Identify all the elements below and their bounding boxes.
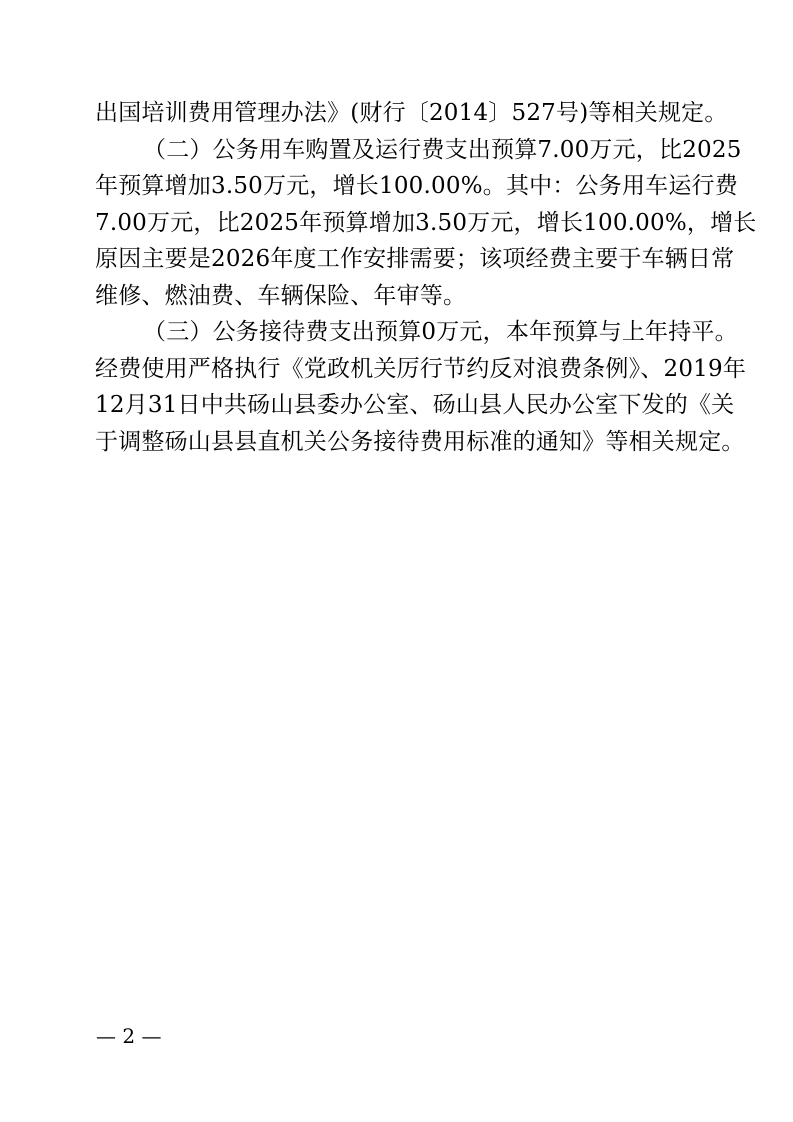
text-line: 年预算增加3.50万元，增长100.00%。其中：公务用车运行费 [95,173,738,199]
document-body [95,95,757,460]
text-line: 7.00万元，比2025年预算增加3.50万元，增长100.00%，增长 [95,209,757,236]
text-line: 经费使用严格执行《党政机关厉行节约反对浪费条例》、2019年 [95,355,747,382]
text-line: （二）公务用车购置及运行费支出预算7.00万元，比2025 [143,136,742,163]
page-number: — 2 — [96,1024,162,1048]
text-line: 12月31日中共砀山县委办公室、砀山县人民办公室下发的《关 [95,392,735,418]
text-line: 于调整砀山县县直机关公务接待费用标准的通知》等相关规定。 [95,428,745,455]
text-line: 出国培训费用管理办法》(财行〔2014〕527号)等相关规定。 [95,100,728,126]
text-line: （三）公务接待费支出预算0万元，本年预算与上年持平。 [143,319,738,345]
text-line: 维修、燃油费、车辆保险、年审等。 [95,282,467,309]
text-line: 原因主要是2026年度工作安排需要；该项经费主要于车辆日常 [95,246,735,272]
